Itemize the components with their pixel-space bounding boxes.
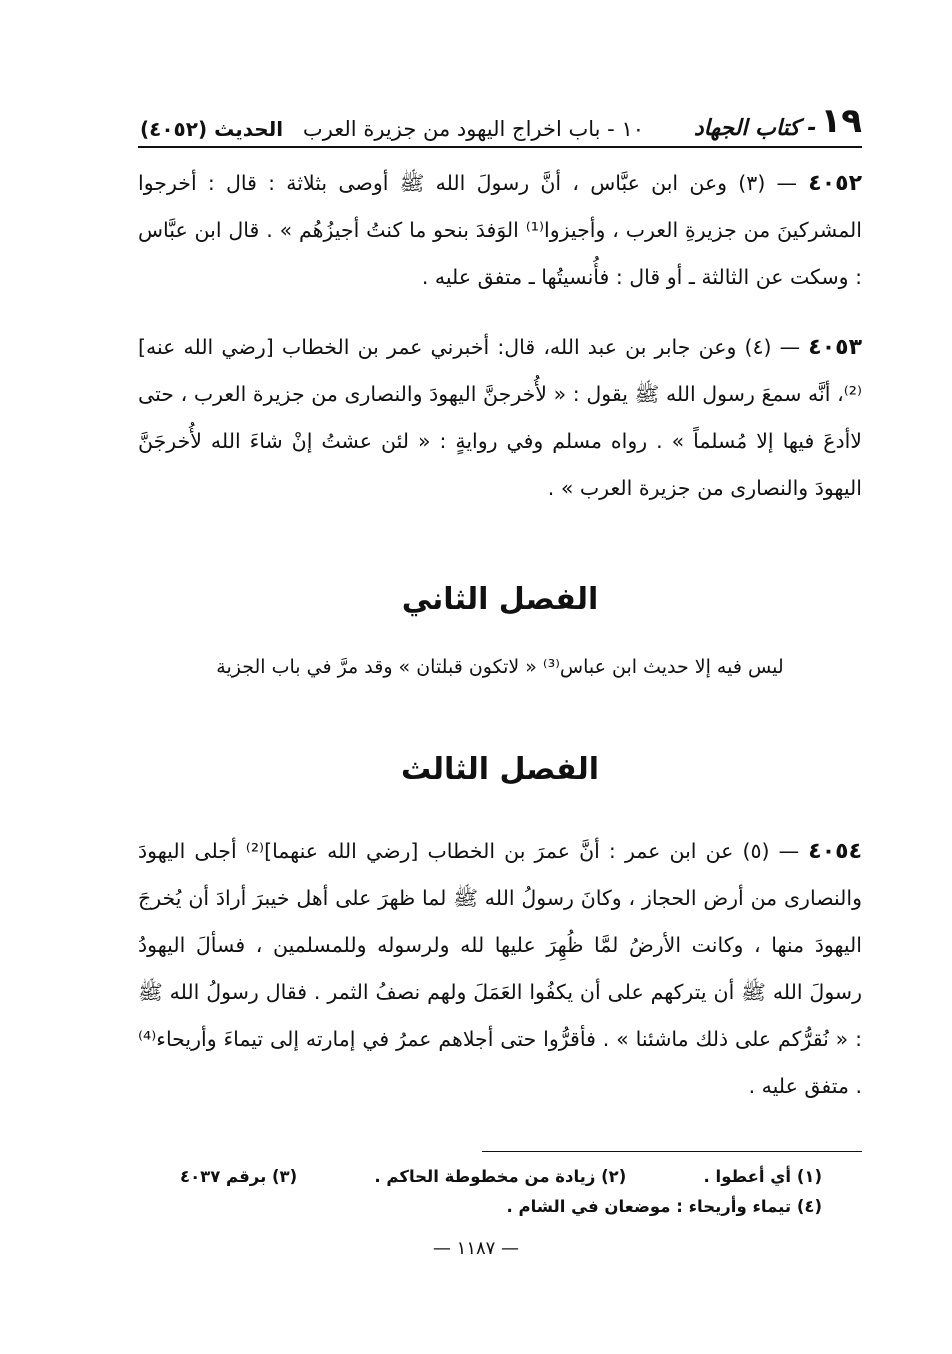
page-number: — ١١٨٧ — bbox=[432, 1238, 520, 1259]
hadith-4053 bbox=[138, 324, 862, 512]
running-header bbox=[140, 95, 862, 141]
footnote-row bbox=[180, 1162, 822, 1192]
section-title-third: الفصل الثالث bbox=[400, 752, 599, 787]
footnote-1: (١) أي أعطوا . bbox=[703, 1167, 822, 1186]
header-hadith-ref: الحديث (٤٠٥٢) bbox=[140, 117, 284, 141]
hadith-number: ٤٠٥٤ bbox=[808, 839, 863, 864]
footnote-divider bbox=[482, 1151, 862, 1152]
section-title-second: الفصل الثاني bbox=[401, 582, 599, 617]
hadith-text: — (٤) وعن جابر بن عبد الله، قال: أخبرني عمر بن الخطاب [رضي الله عنه]⁽²⁾، أنَّه سمعَ رسول الله ﷺ يقول : « لأُخرجنَّ اليهودَ والنصارى من جزيرة العرب ، حتى لاأدعَ فيها إلا مُسلماً » . رواه مسلم وفي روايةٍ : « لئن عشتُ إنْ شاءَ الله لأُخرجَنَّ اليهودَ والنصارى من جزيرة العرب » . bbox=[138, 335, 862, 500]
chapter-title: ١٠ - باب اخراج اليهود من جزيرة العرب bbox=[302, 117, 645, 141]
hadith-4054 bbox=[138, 828, 862, 1110]
footnote-4: (٤) تيماء وأريحاء : موضعان في الشام . bbox=[506, 1197, 822, 1216]
header-divider bbox=[138, 146, 862, 148]
hadith-text: — (٥) عن ابن عمر : أنَّ عمرَ بن الخطاب [رضي الله عنهما]⁽²⁾ أجلى اليهودَ والنصارى من أرض الحجاز ، وكانَ رسولُ الله ﷺ لما ظهرَ على أهل خيبرَ أرادَ أن يُخرجَ اليهودَ منها ، وكانت الأرضُ لمَّا ظُهِرَ عليها لله ولرسوله وللمسلمين ، فسألَ اليهودُ رسولَ الله ﷺ أن يتركهم على أن يكفُوا العَمَلَ ولهم نصفُ الثمر . فقال رسولُ الله ﷺ : « نُقرُّكم على ذلك ماشئنا » . فأقرُّوا حتى أجلاهم عمرُ في إمارته إلى تيماءَ وأريحاء⁽⁴⁾ . متفق عليه . bbox=[138, 839, 862, 1098]
hadith-text: — (٣) وعن ابن عبَّاس ، أنَّ رسولَ الله ﷺ أوصى بثلاثة : قال : أخرجوا المشركينَ من جزيرةِ العرب ، وأجيزوا⁽¹⁾ الوَفدَ بنحو ما كنتُ أجيزُهُم » . قال ابن عبَّاس : وسكت عن الثالثة ـ أو قال : فأُنسيتُها ـ متفق عليه . bbox=[138, 171, 862, 289]
footnote-2: (٢) زيادة من مخطوطة الحاكم . bbox=[374, 1167, 627, 1186]
hadith-4052 bbox=[138, 160, 862, 301]
section-second-note: ليس فيه إلا حديث ابن عباس⁽³⁾ « لاتكون قبلتان » وقد مرَّ في باب الجزية bbox=[216, 656, 784, 678]
footnote-3: (٣) برقم ٤٠٣٧ bbox=[180, 1167, 298, 1186]
footnotes bbox=[180, 1162, 822, 1222]
hadith-number: ٤٠٥٣ bbox=[808, 335, 862, 360]
book-number: ١٩ bbox=[820, 101, 862, 141]
hadith-number: ٤٠٥٢ bbox=[808, 171, 862, 196]
book-title: - كتاب الجهاد bbox=[693, 116, 817, 141]
